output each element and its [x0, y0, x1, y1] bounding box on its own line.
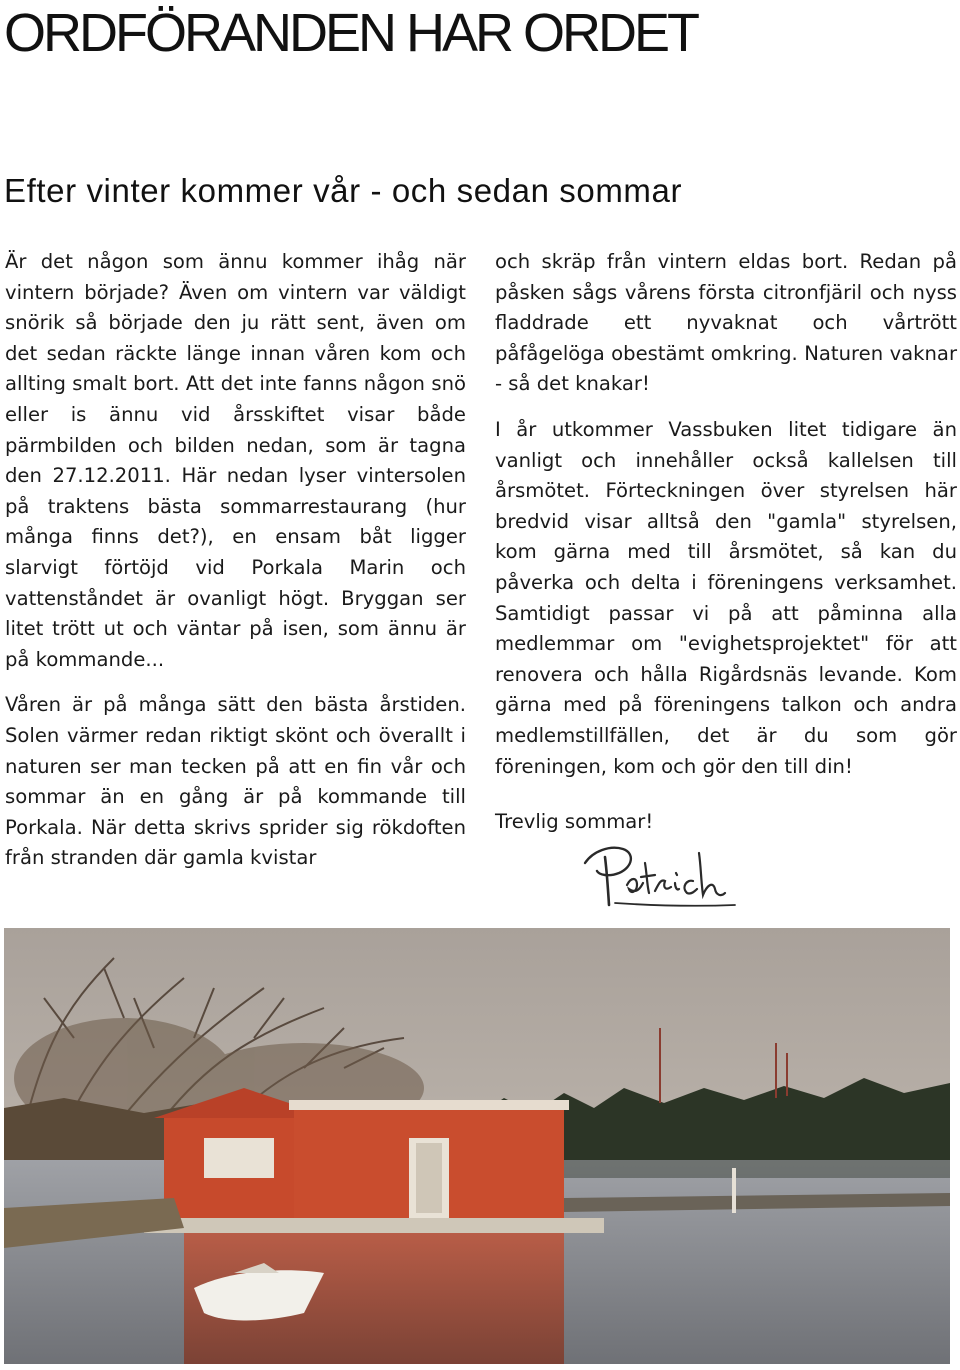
article-paragraph: Våren är på många sätt den bästa årstiden. Solen värmer redan riktigt skönt och överallt i naturen ser man tecken på att en fin vår och sommar än en gång är på kommande till Porkala. När detta skrivs sprider sig rökdoften från stranden där gamla kvistar	[5, 693, 466, 870]
photo-boathouse	[4, 928, 950, 1364]
article-paragraph: och skräp från vintern eldas bort. Redan på påsken sågs vårens första citronfjäril och nyss fladdrade ett nyvaknat och vårtrött påfågelöga obestämt omkring. Naturen vaknar - så det knakar!	[495, 250, 957, 396]
signature-image	[575, 833, 750, 918]
page-title: ORDFÖRANDEN HAR ORDET	[4, 3, 698, 63]
article-subtitle: Efter vinter kommer vår - och sedan sommar	[4, 172, 683, 209]
article-paragraph: I år utkommer Vassbuken litet tidigare än vanligt och innehåller också kallelsen till årsmötet. Förteckningen över styrelsen här bredvid visar alltså den "gamla" styrelsen, kom gärna med till årsmötet, så kan du påverka och delta i föreningens verksamhet. Samtidigt passar vi på att påminna alla medlemmar om "evighetsprojektet" för att renovera och hålla Rigårdsnäs levande. Kom gärna med på föreningens talkon och andra medlemstillfällen, det är du som gör föreningen, kom och gör den till din!	[495, 417, 957, 778]
article-column-left	[5, 247, 466, 874]
signoff: Trevlig sommar!	[495, 810, 654, 834]
handwritten-signature-icon	[575, 833, 750, 918]
article-column-right	[495, 247, 957, 838]
article-paragraph: Är det någon som ännu kommer ihåg när vintern började? Även om vintern var väldigt snörik så började den ju rätt sent, även om det sedan räckte länge innan våren kom och allting smalt bort. Att det inte fanns någon snö eller is ännu vid årsskiftet visar både pärmbilden och bilden nedan, som är tagna den 27.12.2011. Här nedan lyser vintersolen på traktens bästa sommarrestaurang (hur många finns det?), en ensam båt ligger slarvigt förtöjd vid Porkala Marin och vattenståndet är ovanligt högt. Bryggan ser litet trött ut och väntar på isen, som ännu är på kommande...	[5, 250, 466, 671]
photo-red-boathouse-by-sea-icon	[4, 928, 950, 1364]
